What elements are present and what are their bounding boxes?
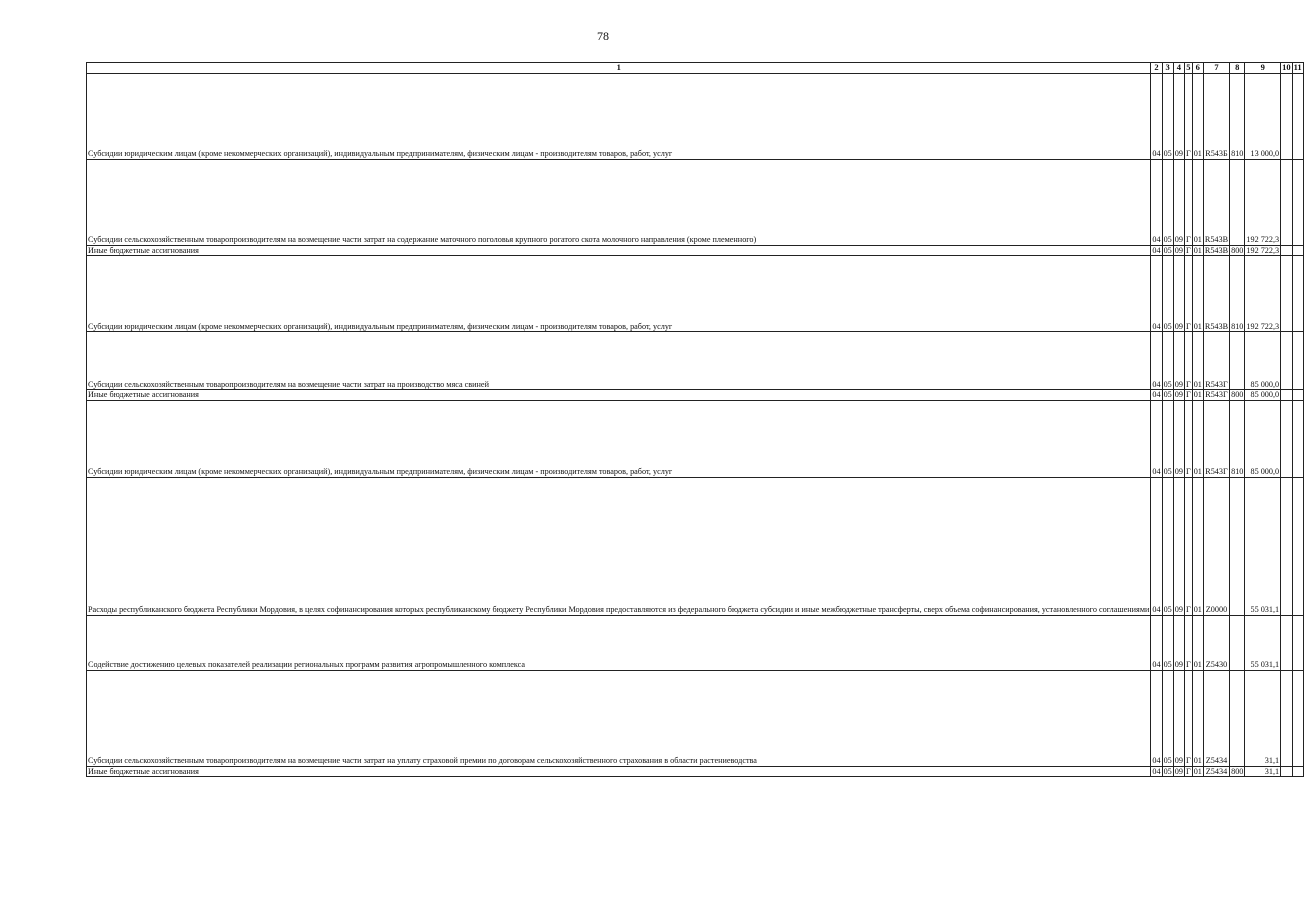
column-header: 7 <box>1203 63 1229 74</box>
code-cell: 01 <box>1193 390 1202 400</box>
code-cell: 04 <box>1151 670 1162 766</box>
empty-cell <box>1292 256 1303 332</box>
code-cell: 04 <box>1151 400 1162 477</box>
code-cell: R543В <box>1203 159 1229 245</box>
code-cell: 09 <box>1173 477 1184 615</box>
column-header: 10 <box>1282 62 1291 72</box>
table-row <box>87 73 1304 159</box>
table-row <box>87 477 1304 615</box>
code-cell: Г <box>1184 615 1192 670</box>
code-cell: 04 <box>1151 159 1162 245</box>
empty-cell <box>1292 245 1303 256</box>
code-cell: R543В <box>1204 245 1229 255</box>
code-cell: Z5434 <box>1203 670 1229 766</box>
empty-cell <box>1281 766 1293 777</box>
amount-cell: 55 031,1 <box>1245 615 1281 670</box>
row-name-cell: Иные бюджетные ассигнования <box>87 766 1151 777</box>
code-cell: 05 <box>1162 256 1173 332</box>
code-cell: R543Г <box>1203 332 1229 390</box>
empty-cell <box>1292 670 1303 766</box>
row-name-cell: Субсидии сельскохозяйственным товаропроизводителям на возмещение части затрат на содержание маточного поголовья крупного рогатого скота молочного направления (кроме племенного) <box>87 159 1151 245</box>
empty-cell <box>1281 73 1293 159</box>
code-cell: 04 <box>1151 332 1162 390</box>
empty-cell <box>1281 670 1293 766</box>
code-cell: 09 <box>1173 670 1184 766</box>
row-name-cell: Содействие достижению целевых показателей реализации региональных программ развития агропромышленного комплекса <box>87 615 1151 670</box>
amount-cell: 13 000,0 <box>1245 73 1281 159</box>
row-name-cell: Иные бюджетные ассигнования <box>87 390 1151 401</box>
code-cell: 04 <box>1151 73 1162 159</box>
table-row <box>87 400 1304 477</box>
empty-cell <box>1281 256 1293 332</box>
empty-cell <box>1281 615 1293 670</box>
empty-cell <box>1281 390 1293 401</box>
code-cell: 05 <box>1162 670 1173 766</box>
table-row <box>87 390 1304 401</box>
empty-cell <box>1281 400 1293 477</box>
row-name-cell: Субсидии сельскохозяйственным товаропроизводителям на возмещение части затрат на уплату страховой премии по договорам сельскохозяйственного страхования в области растениеводства <box>87 670 1151 766</box>
code-cell: Г <box>1184 256 1192 332</box>
empty-cell <box>1292 766 1303 777</box>
code-cell: 05 <box>1162 159 1173 245</box>
row-name-cell: Расходы республиканского бюджета Республики Мордовия, в целях софинансирования которых республиканскому бюджету Республики Мордовия предоставляются из федерального бюджета субсидии и иные межбюджетные трансферты, сверх объема софинансирования, установленного соглашениями <box>87 477 1151 615</box>
table-body <box>87 73 1304 777</box>
code-cell: 05 <box>1162 400 1173 477</box>
code-cell: 09 <box>1173 332 1184 390</box>
empty-cell <box>1281 332 1293 390</box>
code-cell <box>1230 615 1245 670</box>
code-cell: Г <box>1184 400 1192 477</box>
code-cell: 01 <box>1192 159 1203 245</box>
column-header: 9 <box>1245 63 1281 74</box>
amount-cell: 85 000,0 <box>1245 400 1281 477</box>
code-cell: 800 <box>1231 390 1244 400</box>
code-cell: 800 <box>1231 245 1244 255</box>
row-name-cell: Иные бюджетные ассигнования <box>87 245 1151 256</box>
empty-cell <box>1292 615 1303 670</box>
code-cell: Г <box>1185 245 1191 255</box>
code-cell: 01 <box>1192 400 1203 477</box>
empty-cell <box>1292 332 1303 390</box>
code-cell: R543Г <box>1203 400 1229 477</box>
column-header: 1 <box>87 63 1151 74</box>
code-cell: 09 <box>1173 615 1184 670</box>
code-cell: 09 <box>1173 400 1184 477</box>
column-header: 5 <box>1186 62 1191 72</box>
code-cell: 04 <box>1152 245 1161 255</box>
code-cell: Z5430 <box>1203 615 1229 670</box>
code-cell: 810 <box>1230 400 1245 477</box>
empty-cell <box>1292 477 1303 615</box>
empty-cell <box>1281 159 1293 245</box>
table-row <box>87 245 1304 256</box>
code-cell: 04 <box>1151 256 1162 332</box>
row-name-cell: Субсидии сельскохозяйственным товаропроизводителям на возмещение части затрат на производство мяса свиней <box>87 332 1151 390</box>
code-cell: 04 <box>1151 477 1162 615</box>
code-cell: R543В <box>1203 256 1229 332</box>
code-cell: 04 <box>1151 615 1162 670</box>
code-cell: 01 <box>1192 615 1203 670</box>
code-cell: Г <box>1184 670 1192 766</box>
code-cell: 05 <box>1162 73 1173 159</box>
amount-cell: 192 722,3 <box>1246 245 1280 255</box>
code-cell: Г <box>1185 390 1191 400</box>
table-row <box>87 256 1304 332</box>
code-cell: 05 <box>1163 766 1172 776</box>
row-name-cell: Субсидии юридическим лицам (кроме некоммерческих организаций), индивидуальным предпринимателям, физическим лицам - производителям товаров, работ, услуг <box>87 400 1151 477</box>
table-row <box>87 332 1304 390</box>
amount-cell: 55 031,1 <box>1245 477 1281 615</box>
code-cell: 04 <box>1152 390 1161 400</box>
table-row <box>87 670 1304 766</box>
code-cell: 01 <box>1192 477 1203 615</box>
code-cell: Г <box>1184 477 1192 615</box>
empty-cell <box>1292 73 1303 159</box>
code-cell: 05 <box>1163 245 1172 255</box>
amount-cell: 31,1 <box>1245 766 1281 777</box>
code-cell: 01 <box>1193 245 1202 255</box>
amount-cell: 192 722,3 <box>1245 159 1281 245</box>
amount-cell: 192 722,3 <box>1245 256 1281 332</box>
code-cell: 01 <box>1193 766 1202 776</box>
code-cell: 09 <box>1174 766 1183 776</box>
code-cell: 01 <box>1192 332 1203 390</box>
amount-cell: 85 000,0 <box>1245 332 1281 390</box>
code-cell: R543Г <box>1205 390 1228 400</box>
empty-cell <box>1292 159 1303 245</box>
code-cell: 04 <box>1152 766 1161 776</box>
empty-cell <box>1281 245 1293 256</box>
code-cell: Г <box>1185 766 1191 776</box>
column-header: 8 <box>1230 63 1245 74</box>
amount-cell: 31,1 <box>1245 670 1281 766</box>
column-header: 11 <box>1293 62 1302 72</box>
code-cell: Z0000 <box>1203 477 1229 615</box>
code-cell: 01 <box>1192 73 1203 159</box>
code-cell: 05 <box>1162 332 1173 390</box>
code-cell: 09 <box>1174 245 1183 255</box>
code-cell: 01 <box>1192 670 1203 766</box>
code-cell: 01 <box>1192 256 1203 332</box>
code-cell: R543Б <box>1203 73 1229 159</box>
code-cell <box>1230 670 1245 766</box>
code-cell: 800 <box>1231 766 1244 776</box>
amount-cell: 85 000,0 <box>1245 390 1281 401</box>
code-cell <box>1230 477 1245 615</box>
row-name-cell: Субсидии юридическим лицам (кроме некоммерческих организаций), индивидуальным предпринимателям, физическим лицам - производителям товаров, работ, услуг <box>87 73 1151 159</box>
header-row <box>87 63 1304 74</box>
table-row <box>87 615 1304 670</box>
code-cell: 05 <box>1162 477 1173 615</box>
table-row <box>87 766 1304 777</box>
empty-cell <box>1292 390 1303 401</box>
code-cell: Z5434 <box>1203 766 1229 777</box>
code-cell: 09 <box>1173 256 1184 332</box>
column-header: 2 <box>1151 63 1162 74</box>
empty-cell <box>1292 400 1303 477</box>
page-number: 78 <box>597 29 609 43</box>
code-cell: 810 <box>1230 73 1245 159</box>
budget-table <box>86 62 1304 777</box>
column-header: 3 <box>1162 63 1173 74</box>
code-cell: 09 <box>1174 390 1183 400</box>
code-cell <box>1230 332 1245 390</box>
column-header: 4 <box>1173 63 1184 74</box>
empty-cell <box>1281 477 1293 615</box>
code-cell: 09 <box>1173 73 1184 159</box>
code-cell: Г <box>1184 159 1192 245</box>
code-cell: 810 <box>1230 256 1245 332</box>
code-cell: 05 <box>1163 390 1172 400</box>
column-header: 6 <box>1192 63 1203 74</box>
code-cell: 09 <box>1173 159 1184 245</box>
code-cell <box>1230 159 1245 245</box>
code-cell: Г <box>1184 73 1192 159</box>
row-name-cell: Субсидии юридическим лицам (кроме некоммерческих организаций), индивидуальным предпринимателям, физическим лицам - производителям товаров, работ, услуг <box>87 256 1151 332</box>
code-cell: Г <box>1184 332 1192 390</box>
table-row <box>87 159 1304 245</box>
code-cell: 05 <box>1162 615 1173 670</box>
